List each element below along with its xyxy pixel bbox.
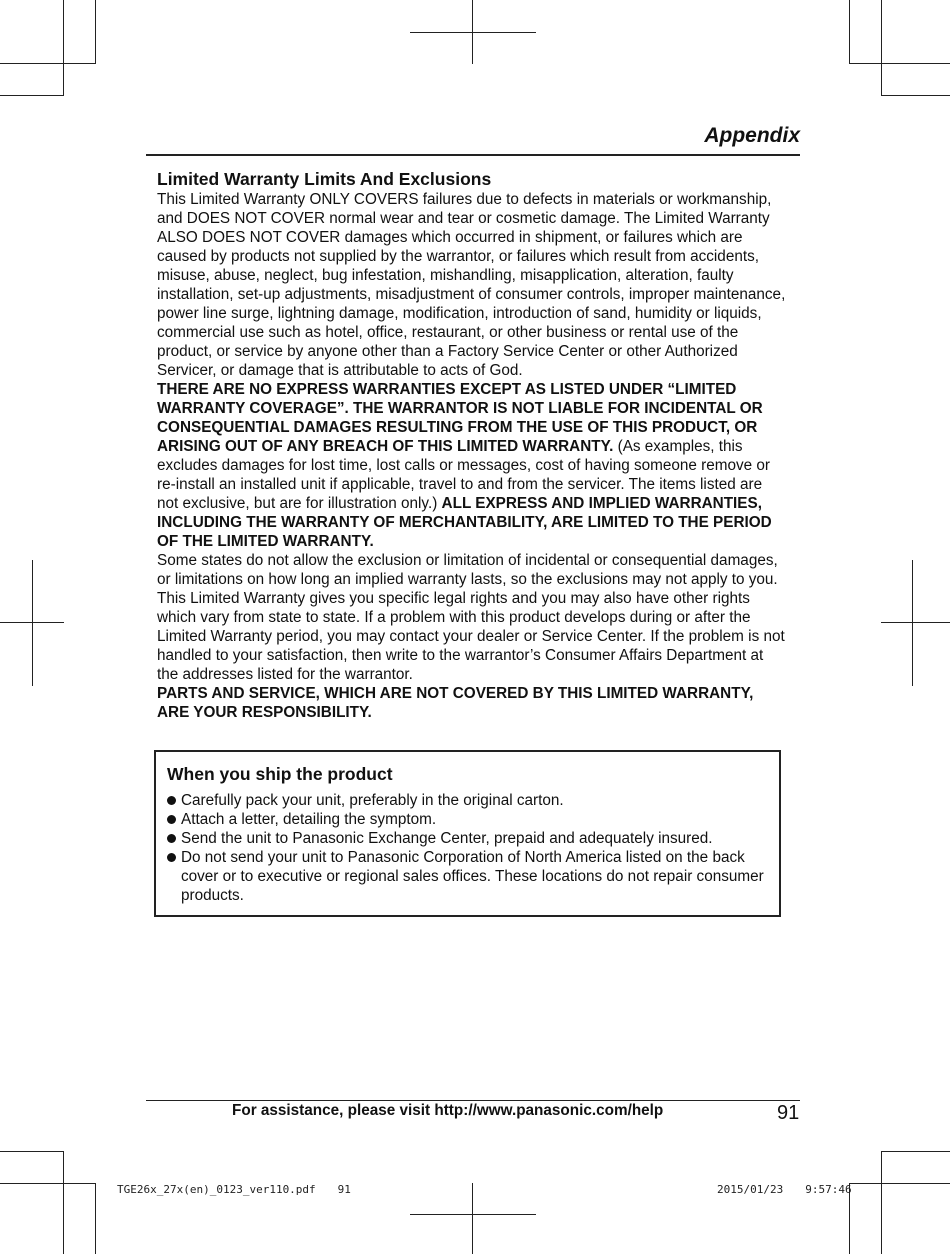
footer-rule — [146, 1100, 800, 1101]
warranty-paragraph-responsibility: PARTS AND SERVICE, WHICH ARE NOT COVERED BY THIS LIMITED WARRANTY, ARE YOUR RESPONSIBILITY. — [157, 685, 754, 721]
warranty-heading: Limited Warranty Limits And Exclusions — [157, 169, 492, 189]
list-item — [167, 848, 777, 905]
assistance-text: For assistance, please visit http://www.panasonic.com/help — [232, 1102, 664, 1119]
list-item — [167, 810, 777, 829]
page-number: 91 — [777, 1102, 800, 1124]
list-item-text: Send the unit to Panasonic Exchange Center, prepaid and adequately insured. — [181, 830, 713, 847]
warranty-paragraph-states: Some states do not allow the exclusion or limitation of incidental or consequential damages, or limitations on how long an implied warranty lasts, so the exclusions may not apply to you. — [157, 552, 778, 588]
ship-box-title: When you ship the product — [167, 764, 393, 784]
print-filename: TGE26x_27x(en)_0123_ver110.pdf 91 — [117, 1183, 351, 1196]
list-item — [167, 829, 777, 848]
warranty-paragraph-disclaimer — [157, 380, 787, 551]
warranty-paragraph-coverage: This Limited Warranty ONLY COVERS failures due to defects in materials or workmanship, and DOES NOT COVER normal wear and tear or cosmetic damage. The Limited Warranty ALSO DOES NOT COVER damages which occurred in shipment, or failures which are caused by products not supplied by the warrantor, or failures which result from accidents, misuse, abuse, neglect, bug infestation, mishandling, misapplication, alteration, faulty installation, set-up adjustments, misadjustment of consumer controls, improper maintenance, power line surge, lightning damage, modification, introduction of sand, humidity or liquids, commercial use such as hotel, office, restaurant, or other business or rental use of the product, or service by anyone other than a Factory Service Center or other Authorized Servicer, or damage that is attributable to acts of God. — [157, 191, 786, 379]
bullet-icon — [167, 853, 176, 862]
list-item — [167, 791, 777, 810]
ship-instructions-list — [167, 791, 777, 905]
disclaimer-bold-b: ALL EXPRESS AND IMPLIED WARRANTIES, INCLUDING THE WARRANTY OF MERCHANTABILITY, ARE LIMITED TO THE PERIOD OF THE LIMITED WARRANTY. — [157, 495, 772, 550]
print-timestamp: 2015/01/23 9:57:46 — [717, 1183, 852, 1196]
disclaimer-bold-a: THERE ARE NO EXPRESS WARRANTIES EXCEPT AS LISTED UNDER “LIMITED WARRANTY COVERAGE”. THE WARRANTOR IS NOT LIABLE FOR INCIDENTAL OR CONSEQUENTIAL DAMAGES RESULTING FROM THE USE OF THIS PRODUCT, OR ARISING OUT OF ANY BREACH OF THIS LIMITED WARRANTY. — [157, 381, 763, 455]
disclaimer-normal: (As examples, this excludes damages for lost time, lost calls or messages, cost of having someone remove or re-install an installed unit if applicable, travel to and from the servicer. The items listed are not exclusive, but are for illustration only.) — [157, 438, 771, 512]
ship-product-box — [154, 750, 781, 917]
header-rule — [146, 154, 800, 156]
list-item-text: Do not send your unit to Panasonic Corporation of North America listed on the back cover or to executive or regional sales offices. These locations do not repair consumer products. — [181, 849, 764, 904]
bullet-icon — [167, 815, 176, 824]
warranty-section — [157, 169, 787, 722]
bullet-icon — [167, 834, 176, 843]
section-title: Appendix — [704, 124, 800, 147]
list-item-text: Carefully pack your unit, preferably in the original carton. — [181, 792, 564, 809]
warranty-paragraph-rights: This Limited Warranty gives you specific legal rights and you may also have other rights which vary from state to state. If a problem with this product develops during or after the Limited Warranty period, you may contact your dealer or Service Center. If the problem is not handled to your satisfaction, then write to the warrantor’s Consumer Affairs Department at the addresses listed for the warrantor. — [157, 590, 785, 683]
list-item-text: Attach a letter, detailing the symptom. — [181, 811, 437, 828]
bullet-icon — [167, 796, 176, 805]
